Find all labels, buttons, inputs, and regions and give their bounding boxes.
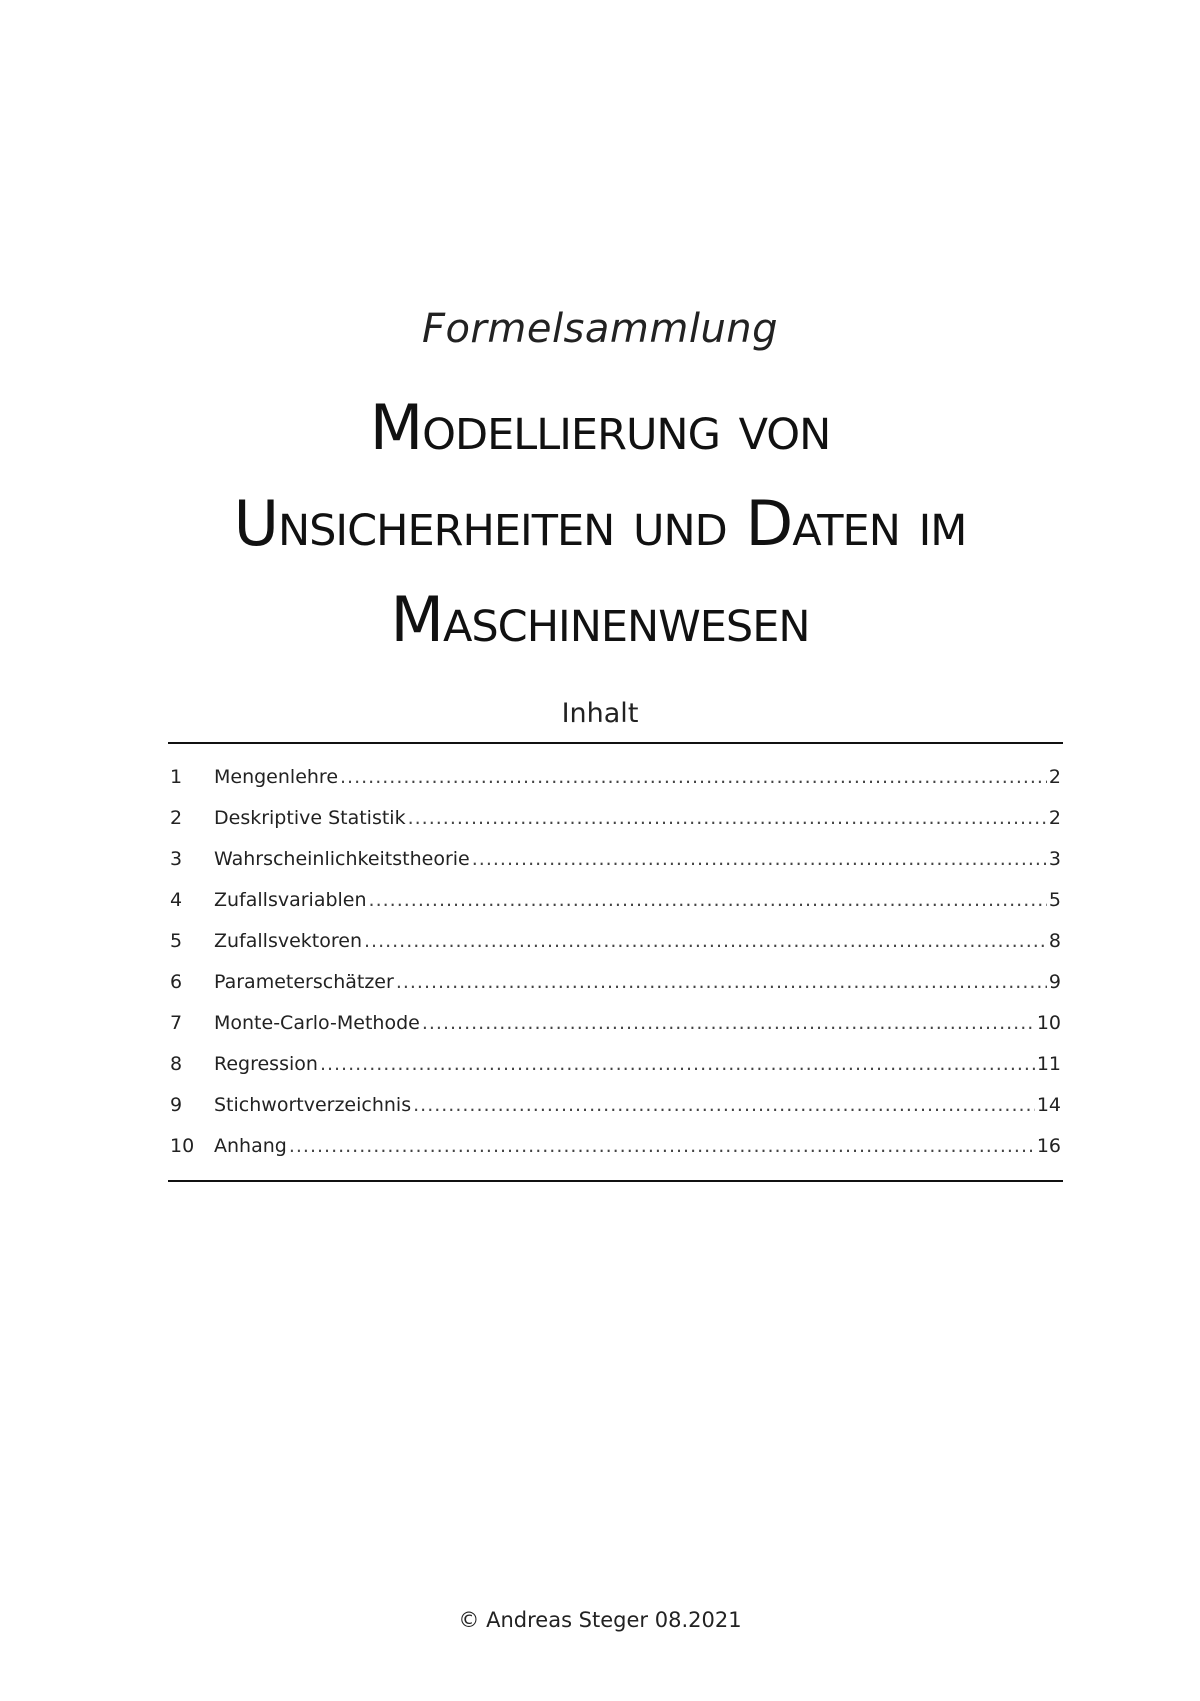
toc-entry-page: 16 bbox=[1036, 1135, 1061, 1157]
toc-entry-page: 5 bbox=[1048, 889, 1061, 911]
toc-dot-leader bbox=[289, 1126, 1035, 1167]
toc-entry-deskriptive-statistik[interactable] bbox=[170, 798, 1061, 839]
toc-entry-page: 9 bbox=[1048, 971, 1061, 993]
toc-entry-wahrscheinlichkeitstheorie[interactable] bbox=[170, 839, 1061, 880]
toc-dot-leader bbox=[422, 1003, 1035, 1044]
toc-entry-page: 2 bbox=[1048, 807, 1061, 829]
toc-dot-leader bbox=[396, 962, 1047, 1003]
toc-entry-label[interactable]: Anhang bbox=[214, 1135, 287, 1157]
toc-entry-label[interactable]: Deskriptive Statistik bbox=[214, 807, 406, 829]
toc-dot-leader bbox=[340, 757, 1047, 798]
toc-entry-page: 14 bbox=[1036, 1094, 1061, 1116]
toc-entry-page: 2 bbox=[1048, 766, 1061, 788]
copyright-footer: © Andreas Steger 08.2021 bbox=[458, 1608, 742, 1632]
toc-bottom-rule bbox=[168, 1180, 1063, 1182]
toc-entry-label[interactable]: Mengenlehre bbox=[214, 766, 339, 788]
toc-entry-number: 2 bbox=[170, 807, 183, 829]
toc-entry-mengenlehre[interactable] bbox=[170, 757, 1061, 798]
toc-entry-label[interactable]: Monte-Carlo-Methode bbox=[214, 1012, 420, 1034]
toc-heading: Inhalt bbox=[561, 698, 639, 729]
toc-entry-number: 10 bbox=[170, 1135, 195, 1157]
toc-entry-label[interactable]: Zufallsvektoren bbox=[214, 930, 362, 952]
toc-entry-number: 3 bbox=[170, 848, 183, 870]
toc-entry-page: 11 bbox=[1036, 1053, 1061, 1075]
toc-entry-number: 6 bbox=[170, 971, 183, 993]
toc-entry-page: 8 bbox=[1048, 930, 1061, 952]
toc-entry-zufallsvektoren[interactable] bbox=[170, 921, 1061, 962]
toc-entry-label[interactable]: Stichwortverzeichnis bbox=[214, 1094, 412, 1116]
toc-entry-number: 9 bbox=[170, 1094, 183, 1116]
toc-entry-regression[interactable] bbox=[170, 1044, 1061, 1085]
document-title bbox=[0, 380, 1200, 668]
toc-entry-label[interactable]: Regression bbox=[214, 1053, 318, 1075]
document-title-line-1: Modellierung von bbox=[369, 391, 831, 464]
toc-dot-leader bbox=[364, 921, 1047, 962]
document-title-line-3: Maschinenwesen bbox=[390, 583, 810, 656]
toc-entry-number: 7 bbox=[170, 1012, 183, 1034]
toc-dot-leader bbox=[408, 798, 1047, 839]
toc-entry-number: 8 bbox=[170, 1053, 183, 1075]
toc-dot-leader bbox=[472, 839, 1047, 880]
toc-entry-label[interactable]: Wahrscheinlichkeitstheorie bbox=[214, 848, 470, 870]
toc-entry-page: 3 bbox=[1048, 848, 1061, 870]
toc-entry-parameterschaetzer[interactable] bbox=[170, 962, 1061, 1003]
toc-dot-leader bbox=[413, 1085, 1035, 1126]
table-of-contents bbox=[170, 757, 1061, 1167]
toc-dot-leader bbox=[369, 880, 1047, 921]
document-subtitle: Formelsammlung bbox=[421, 306, 779, 352]
toc-entry-stichwortverzeichnis[interactable] bbox=[170, 1085, 1061, 1126]
toc-entry-number: 5 bbox=[170, 930, 183, 952]
toc-top-rule bbox=[168, 742, 1063, 744]
toc-dot-leader bbox=[320, 1044, 1035, 1085]
toc-entry-zufallsvariablen[interactable] bbox=[170, 880, 1061, 921]
document-title-line-2: Unsicherheiten und Daten im bbox=[233, 487, 967, 560]
toc-entry-number: 4 bbox=[170, 889, 183, 911]
toc-entry-label[interactable]: Zufallsvariablen bbox=[214, 889, 367, 911]
toc-entry-number: 1 bbox=[170, 766, 183, 788]
toc-entry-label[interactable]: Parameterschätzer bbox=[214, 971, 394, 993]
toc-entry-page: 10 bbox=[1036, 1012, 1061, 1034]
toc-entry-anhang[interactable] bbox=[170, 1126, 1061, 1167]
toc-entry-monte-carlo-methode[interactable] bbox=[170, 1003, 1061, 1044]
